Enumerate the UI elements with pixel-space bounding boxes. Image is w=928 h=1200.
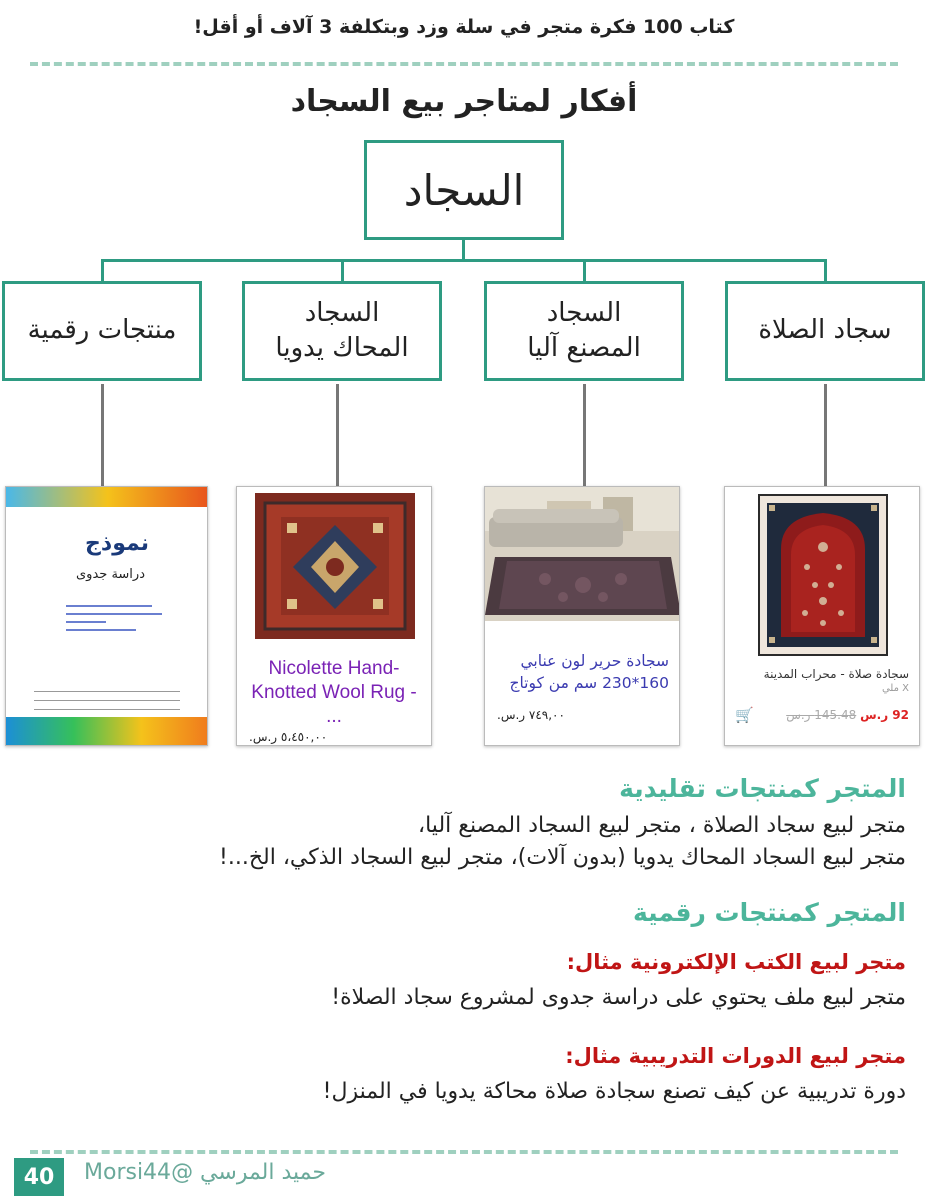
- product-card-machine-rug: [484, 486, 680, 746]
- cover-bottom-stripe: [6, 717, 208, 746]
- ebook-example: متجر لبيع ملف يحتوي على دراسة جدوى لمشروع سجاد الصلاة!: [331, 985, 906, 1010]
- old-price: 145.48 ر.س: [786, 708, 857, 722]
- product-price: ٥،٤٥٠,٠٠ ر.س.: [249, 730, 328, 745]
- node-handmade-rugs: [242, 281, 442, 381]
- new-price: 92 ر.س: [860, 708, 909, 722]
- book-title: كتاب 100 فكرة متجر في سلة وزد وبتكلفة 3 آلاف أو أقل!: [193, 16, 735, 38]
- product-size: X ملي: [881, 683, 909, 694]
- cover-subtitle: دراسة جدوى: [76, 567, 145, 582]
- hand-knotted-rug-image: [237, 487, 432, 643]
- cart-icon[interactable]: 🛒: [735, 706, 754, 724]
- page-title: أفكار لمتاجر بيع السجاد: [290, 84, 638, 119]
- product-card-prayer-rug: [724, 486, 920, 746]
- page-number: 40: [14, 1158, 64, 1196]
- product-title: Nicolette Hand-Knotted Wool Rug - ...: [251, 658, 417, 727]
- product-title: سجادة صلاة - محراب المدينة: [763, 667, 909, 681]
- courses-example: دورة تدريبية عن كيف تصنع سجادة صلاة محاكة يدويا في المنزل!: [322, 1079, 906, 1104]
- node-label: منتجات رقمية: [27, 315, 177, 346]
- cover-title: نموذج: [85, 531, 149, 556]
- product-card-hand-knotted-rug: [236, 486, 432, 746]
- branch-drop-hand: [341, 259, 344, 281]
- product-title: سجادة حرير لون عنابي 160*230 سم من كوتاج: [509, 652, 669, 692]
- cover-table: [34, 683, 180, 718]
- traditional-line-2: متجر لبيع السجاد المحاك يدويا (بدون آلات)، متجر لبيع السجاد الذكي، الخ...!: [219, 845, 906, 870]
- product-card-feasibility-study: [5, 486, 208, 746]
- node-prayer-rugs: [725, 281, 925, 381]
- price-row: [725, 696, 919, 724]
- living-room-rug-image: [485, 487, 680, 621]
- node-label: سجاد الصلاة: [758, 315, 892, 346]
- courses-heading: متجر لبيع الدورات التدريبية مثال:: [565, 1044, 906, 1068]
- branch-drop-machine: [583, 259, 586, 281]
- root-node: السجاد: [364, 140, 564, 240]
- image-connector-hand: [336, 384, 339, 486]
- node-machine-rugs: [484, 281, 684, 381]
- branch-drop-prayer: [824, 259, 827, 281]
- author-handle: حميد المرسي @Morsi44: [84, 1160, 326, 1185]
- traditional-line-1: متجر لبيع سجاد الصلاة ، متجر لبيع السجاد المصنع آليا،: [418, 813, 906, 838]
- digital-heading: المتجر كمنتجات رقمية: [632, 898, 906, 927]
- product-price: ٧٤٩,٠٠ ر.س.: [497, 708, 565, 723]
- image-connector-prayer: [824, 384, 827, 486]
- ebook-heading: متجر لبيع الكتب الإلكترونية مثال:: [566, 950, 906, 974]
- branch-drop-digital: [101, 259, 104, 281]
- prayer-rug-image: [725, 487, 920, 667]
- root-connector: [462, 240, 465, 261]
- bottom-divider: [30, 1150, 898, 1154]
- branch-connector: [101, 259, 827, 262]
- top-divider: [30, 62, 898, 66]
- node-label-line2: المصنع آليا: [527, 333, 641, 363]
- node-label: السجاد: [304, 297, 380, 328]
- cover-top-stripe: [6, 487, 208, 507]
- cover-links: [66, 599, 166, 637]
- node-label-line2: المحاك يدويا: [275, 333, 409, 363]
- document-cover: [6, 487, 208, 746]
- traditional-heading: المتجر كمنتجات تقليدية: [619, 774, 906, 803]
- image-connector-machine: [583, 384, 586, 486]
- image-connector-digital: [101, 384, 104, 486]
- node-label: السجاد: [546, 297, 622, 328]
- node-digital-products: [2, 281, 202, 381]
